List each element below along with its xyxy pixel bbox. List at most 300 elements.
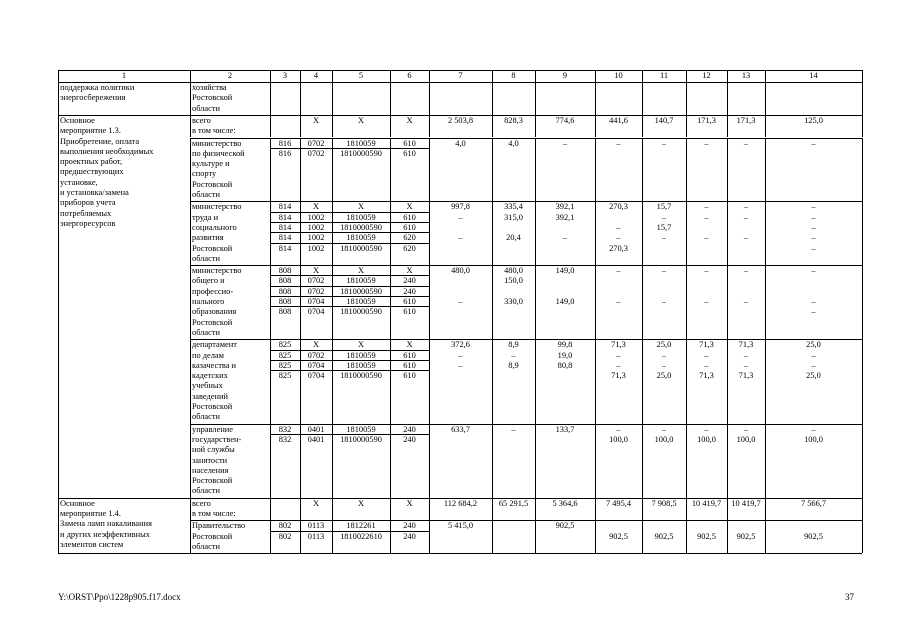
data-value: 814 (278, 222, 292, 232)
data-value: 902,5 (736, 531, 756, 541)
grid-hline (270, 212, 429, 213)
grid-hline (270, 350, 429, 351)
grid-vline (429, 498, 430, 521)
data-value: 71,3 (738, 340, 754, 350)
data-value: – (511, 424, 516, 434)
activity-name: мероприятие 1.4. (60, 509, 121, 518)
executor-name: по делам (192, 350, 224, 360)
grid-vline (595, 70, 596, 82)
column-number: 9 (562, 71, 568, 80)
data-value: 240 (403, 276, 416, 286)
executor-name: министерство (192, 138, 242, 148)
grid-vline (270, 339, 271, 423)
data-value: 1810059 (346, 424, 376, 434)
total-value: 774,6 (555, 115, 575, 125)
data-value: 150,0 (504, 276, 523, 286)
grid-vline (765, 70, 766, 82)
grid-vline (492, 498, 493, 521)
data-value: 335,4 (504, 202, 523, 212)
executor-name: государствен- (192, 434, 242, 444)
data-value: – (743, 138, 749, 148)
grid-vline (727, 138, 728, 202)
grid-vline (429, 201, 430, 265)
grid-vline (390, 520, 391, 553)
grid-vline (332, 115, 333, 138)
total-value: 10 419,7 (731, 498, 761, 508)
total-value: 171,3 (697, 115, 716, 125)
grid-vline (332, 82, 333, 115)
data-value: 610 (403, 138, 416, 148)
data-value: 832 (278, 434, 292, 444)
data-value: 8,9 (508, 360, 519, 370)
data-value: 100,0 (697, 434, 716, 444)
grid-vline (492, 201, 493, 265)
data-value: 633,7 (451, 424, 470, 434)
grid-hline (270, 434, 429, 435)
data-value: – (616, 222, 621, 232)
column-number: 6 (407, 71, 412, 80)
data-value: 610 (403, 371, 416, 381)
data-value: – (661, 212, 667, 222)
executor-name: Ростовской (192, 402, 233, 411)
grid-vline (390, 70, 391, 82)
grid-hline (270, 306, 429, 307)
data-value: 392,1 (555, 202, 575, 212)
grid-vline (686, 201, 687, 265)
data-value: – (458, 297, 463, 306)
grid-vline (390, 82, 391, 115)
grid-vline (332, 339, 333, 423)
grid-vline (595, 498, 596, 521)
grid-vline (727, 339, 728, 423)
total-value: X (406, 498, 413, 508)
data-value: – (704, 297, 709, 306)
data-value: 270,3 (609, 202, 628, 212)
data-value: 100,0 (804, 434, 823, 444)
grid-vline (58, 70, 59, 82)
data-value: – (811, 233, 816, 243)
grid-vline (429, 339, 430, 423)
executor-name: Правительство (192, 521, 246, 531)
grid-vline (642, 70, 643, 82)
file-path: Y:\ORST\Ppo\1228p905.f17.docx (58, 592, 181, 602)
data-value: – (458, 350, 463, 360)
grid-vline (190, 201, 191, 265)
total-value: 2 503,8 (447, 115, 474, 125)
data-value: 902,5 (555, 521, 575, 531)
data-value: 71,3 (699, 371, 714, 381)
grid-vline (642, 520, 643, 553)
grid-vline (862, 339, 863, 423)
activity-name: потребляемых (60, 208, 112, 218)
grid-vline (686, 138, 687, 202)
grid-vline (686, 520, 687, 553)
data-value: 0702 (307, 350, 325, 360)
data-value: 15,7 (656, 222, 672, 232)
executor-name: области (192, 103, 220, 113)
data-value: – (811, 212, 816, 222)
grid-vline (332, 498, 333, 521)
grid-vline (332, 520, 333, 553)
executor-name: ной службы (192, 445, 235, 455)
grid-vline (765, 265, 766, 339)
grid-vline (429, 70, 430, 82)
data-value: 825 (278, 350, 292, 360)
grid-vline (727, 82, 728, 115)
grid-vline (727, 115, 728, 138)
grid-vline (429, 265, 430, 339)
total-label: в том числе: (192, 509, 236, 518)
data-value: – (562, 138, 568, 148)
grid-vline (300, 70, 301, 82)
data-value: 802 (278, 531, 292, 541)
grid-vline (58, 498, 59, 554)
column-number: 11 (659, 71, 669, 80)
grid-vline (686, 265, 687, 339)
executor-name: культуре и (192, 159, 230, 169)
executor-name: учебных (192, 381, 223, 391)
total-value: 441,6 (609, 115, 628, 125)
data-value: 610 (403, 212, 416, 222)
data-value: – (811, 138, 816, 148)
data-value: – (704, 138, 709, 148)
total-value: 10 419,7 (691, 498, 722, 508)
executor-name: занятости (192, 455, 228, 465)
data-value: 0702 (307, 148, 325, 158)
grid-vline (862, 70, 863, 82)
grid-vline (492, 265, 493, 339)
total-value: 125,0 (804, 115, 823, 125)
grid-vline (642, 424, 643, 498)
activity-name: выполнения необходимых (60, 146, 154, 156)
grid-vline (765, 424, 766, 498)
data-value: 1810059 (346, 212, 376, 222)
grid-vline (642, 115, 643, 138)
data-value: 808 (278, 286, 292, 296)
data-value: 802 (278, 521, 292, 531)
grid-vline (492, 70, 493, 82)
grid-vline (270, 520, 271, 553)
grid-vline (765, 138, 766, 202)
executor-name: казачества и (192, 360, 237, 370)
data-value: X (357, 202, 365, 212)
data-value: 71,3 (611, 371, 626, 381)
data-value: – (661, 297, 667, 306)
grid-vline (390, 424, 391, 498)
total-value: X (357, 498, 365, 508)
data-value: 0401 (307, 434, 325, 444)
executor-name: области (192, 190, 220, 199)
grid-vline (765, 82, 766, 115)
grid-vline (300, 138, 301, 202)
data-value: 620 (403, 233, 416, 243)
data-value: 902,5 (804, 531, 823, 541)
grid-vline (686, 115, 687, 138)
data-value: – (616, 297, 621, 306)
grid-vline (642, 201, 643, 265)
data-value: 816 (278, 138, 292, 148)
grid-vline (390, 339, 391, 423)
total-value: 140,7 (654, 115, 674, 125)
data-value: – (616, 266, 621, 276)
data-value: 372,6 (451, 340, 470, 350)
data-value: 0704 (307, 360, 325, 370)
grid-vline (492, 115, 493, 138)
data-value: – (811, 266, 816, 276)
executor-name: образования (192, 307, 237, 317)
grid-vline (390, 138, 391, 202)
data-value: 1002 (307, 212, 325, 222)
data-value: – (616, 360, 621, 370)
data-value: 902,5 (697, 531, 716, 541)
activity-name: мероприятие 1.3. (60, 126, 121, 136)
data-value: 1002 (307, 243, 325, 253)
data-value: – (458, 212, 463, 222)
data-value: – (511, 350, 516, 360)
grid-hline (58, 553, 190, 554)
data-value: – (811, 360, 816, 370)
data-value: – (743, 202, 749, 212)
data-value: 330,0 (504, 297, 523, 306)
grid-vline (429, 82, 430, 115)
data-value: 1810059 (346, 233, 376, 243)
grid-vline (595, 138, 596, 202)
grid-vline (390, 265, 391, 339)
grid-vline (595, 520, 596, 553)
data-value: 392,1 (555, 212, 575, 222)
activity-name: поддержка политики (60, 83, 135, 92)
data-value: 1002 (307, 222, 325, 232)
grid-vline (686, 424, 687, 498)
grid-vline (862, 265, 863, 339)
data-value: 610 (403, 222, 416, 232)
grid-vline (429, 115, 430, 138)
activity-name: предшествующих (60, 167, 124, 177)
data-value: – (616, 138, 621, 148)
grid-vline (270, 498, 271, 521)
grid-vline (595, 339, 596, 423)
data-value: 149,0 (555, 297, 575, 306)
executor-name: Ростовской (192, 243, 233, 253)
grid-vline (535, 115, 536, 138)
grid-vline (595, 424, 596, 498)
grid-vline (190, 339, 191, 423)
grid-hline (190, 553, 862, 554)
data-value: 240 (403, 531, 416, 541)
data-value: – (704, 233, 709, 243)
data-value: 1810022610 (340, 531, 382, 541)
data-value: – (811, 307, 816, 317)
data-value: 620 (403, 243, 416, 253)
column-number: 13 (741, 71, 751, 80)
data-value: – (704, 424, 709, 434)
data-value: – (562, 233, 568, 243)
data-value: 610 (403, 307, 416, 317)
data-value: – (811, 202, 816, 212)
data-value: – (743, 350, 749, 360)
grid-vline (58, 82, 59, 115)
executor-name: заведений (192, 391, 228, 401)
data-value: – (704, 266, 709, 276)
activity-name: Основное (60, 115, 95, 125)
data-value: 25,0 (806, 340, 821, 350)
data-value: 1810000590 (340, 434, 382, 444)
grid-hline (270, 360, 429, 361)
grid-hline (270, 531, 429, 532)
grid-vline (492, 520, 493, 553)
data-value: 149,0 (555, 266, 575, 276)
grid-vline (765, 520, 766, 553)
data-value: 15,7 (656, 202, 672, 212)
grid-vline (727, 498, 728, 521)
activity-name: и других неэффективных (60, 529, 150, 539)
data-value: 997,8 (451, 202, 470, 212)
data-value: 25,0 (656, 371, 672, 381)
grid-vline (535, 339, 536, 423)
column-number: 1 (121, 71, 127, 80)
grid-vline (686, 82, 687, 115)
data-value: 4,0 (455, 138, 466, 148)
executor-name: Ростовской (192, 317, 233, 327)
grid-vline (332, 424, 333, 498)
grid-vline (190, 70, 191, 82)
data-value: X (357, 340, 365, 350)
executor-name: департамент (192, 340, 237, 350)
data-value: – (743, 212, 749, 222)
data-value: – (661, 138, 667, 148)
grid-hline (270, 222, 429, 223)
activity-name: Приобретение, оплата (60, 136, 140, 146)
data-value: 825 (278, 360, 292, 370)
activity-name: Основное (60, 498, 95, 508)
activity-name: энергосбережения (60, 93, 126, 103)
data-value: 1810000590 (340, 286, 382, 296)
data-value: 808 (278, 307, 292, 317)
executor-name: Ростовской (192, 179, 233, 189)
grid-vline (300, 424, 301, 498)
data-value: 240 (403, 434, 416, 444)
grid-vline (642, 498, 643, 521)
grid-vline (727, 70, 728, 82)
grid-vline (595, 82, 596, 115)
grid-vline (190, 265, 191, 339)
data-value: – (743, 266, 749, 276)
total-value: 65 291,5 (498, 498, 529, 508)
data-value: 240 (403, 521, 416, 531)
executor-name: управление (192, 424, 233, 434)
data-value: 240 (403, 286, 416, 296)
grid-vline (686, 339, 687, 423)
data-value: 71,3 (738, 371, 754, 381)
data-value: – (743, 297, 749, 306)
total-value: 7 495,4 (605, 498, 632, 508)
grid-vline (862, 520, 863, 553)
data-value: X (312, 266, 320, 276)
activity-name: элементов систем (60, 539, 124, 549)
column-number: 3 (282, 71, 288, 80)
data-value: 1810059 (346, 350, 376, 360)
grid-vline (190, 520, 191, 553)
data-value: 1810059 (346, 138, 376, 148)
data-value: 825 (278, 340, 292, 350)
executor-name: нального (192, 297, 225, 306)
data-value: 816 (278, 148, 292, 158)
data-value: 270,3 (609, 243, 628, 253)
column-number: 4 (313, 71, 319, 80)
grid-vline (429, 138, 430, 202)
grid-hline (270, 148, 429, 149)
total-value: 112 684,2 (443, 498, 478, 508)
grid-hline (270, 286, 429, 287)
data-value: 1810000590 (340, 307, 382, 317)
grid-vline (765, 498, 766, 521)
data-value: 0702 (307, 138, 325, 148)
grid-hline (270, 370, 429, 371)
data-value: – (661, 350, 667, 360)
grid-vline (686, 498, 687, 521)
executor-name: области (192, 327, 220, 337)
total-value: 7 566,7 (800, 498, 827, 508)
grid-vline (765, 201, 766, 265)
data-value: 20,4 (506, 233, 521, 243)
data-value: 1810000590 (340, 243, 382, 253)
data-value: 0704 (307, 297, 325, 306)
grid-vline (727, 201, 728, 265)
grid-vline (642, 265, 643, 339)
grid-vline (642, 138, 643, 202)
grid-vline (535, 265, 536, 339)
activity-name: энергоресурсов (60, 218, 116, 228)
executor-name: области (192, 412, 220, 422)
data-value: 100,0 (609, 434, 628, 444)
data-value: 240 (403, 424, 416, 434)
grid-vline (862, 498, 863, 521)
grid-vline (642, 339, 643, 423)
grid-vline (190, 498, 191, 521)
data-value: 1810059 (346, 360, 376, 370)
data-value: – (743, 360, 749, 370)
grid-vline (332, 70, 333, 82)
data-value: – (616, 350, 621, 360)
data-value: – (811, 243, 816, 253)
grid-vline (535, 498, 536, 521)
data-value: – (704, 350, 709, 360)
data-value: – (704, 202, 709, 212)
total-label: в том числе: (192, 126, 236, 136)
total-value: 828,3 (504, 115, 523, 125)
data-value: – (616, 233, 621, 243)
data-value: 480,0 (504, 266, 523, 276)
grid-hline (270, 232, 429, 233)
grid-vline (642, 82, 643, 115)
grid-vline (390, 201, 391, 265)
grid-vline (332, 138, 333, 202)
data-value: 902,5 (654, 531, 674, 541)
executor-name: спорту (192, 169, 217, 179)
data-value: 808 (278, 276, 292, 286)
data-value: – (811, 424, 816, 434)
grid-vline (429, 424, 430, 498)
grid-vline (535, 70, 536, 82)
grid-vline (595, 115, 596, 138)
data-value: – (811, 350, 816, 360)
data-value: 71,3 (611, 340, 626, 350)
grid-vline (535, 424, 536, 498)
data-value: 814 (278, 212, 292, 222)
data-value: 8,9 (508, 340, 519, 350)
data-value: 610 (403, 297, 416, 306)
total-value: X (312, 498, 320, 508)
